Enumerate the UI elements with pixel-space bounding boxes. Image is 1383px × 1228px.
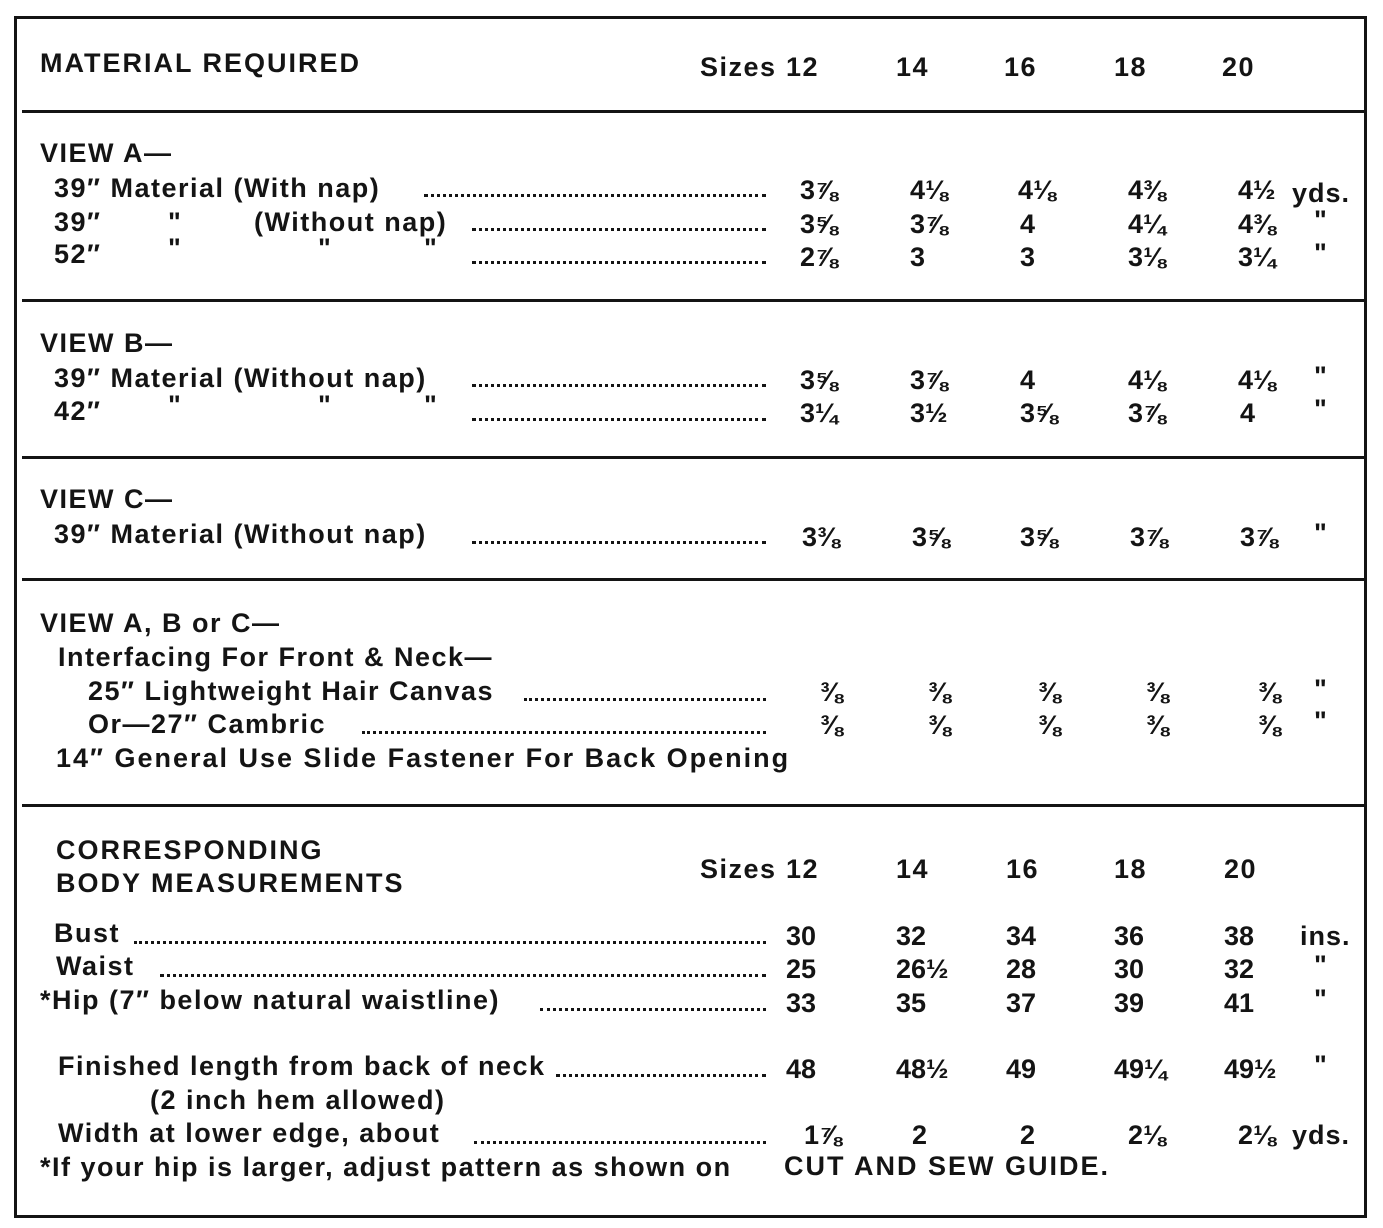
leader-dots — [474, 1141, 766, 1144]
value-cell: 3¼ — [1238, 242, 1276, 272]
unit-label: " — [1314, 984, 1328, 1014]
value-cell: 1⅞ — [804, 1120, 842, 1150]
unit-label: " — [1314, 361, 1328, 391]
unit-label: " — [1314, 674, 1328, 704]
view-b-row1-label: 39″ Material (Without nap) — [54, 363, 427, 393]
view-a-heading: VIEW A— — [40, 138, 173, 168]
value-cell: 3⅞ — [800, 175, 838, 205]
value-cell: 30 — [1114, 954, 1145, 984]
unit-label: " — [1314, 706, 1328, 736]
leader-dots — [472, 384, 766, 387]
value-cell: ⅜ — [820, 710, 843, 740]
footnote-text: *If your hip is larger, adjust pattern as shown on — [40, 1152, 732, 1182]
body-heading-line1: CORRESPONDING — [56, 835, 324, 865]
leader-dots — [362, 731, 766, 734]
view-b-row2-label-b: " — [168, 390, 183, 420]
value-cell: 3¼ — [800, 398, 838, 428]
width-label: Width at lower edge, about — [58, 1118, 441, 1148]
value-cell: 2 — [1020, 1120, 1036, 1150]
value-cell: ⅜ — [1038, 677, 1061, 707]
value-cell: 49¼ — [1114, 1054, 1167, 1084]
bust-label: Bust — [54, 918, 120, 948]
unit-label: " — [1314, 238, 1328, 268]
body-size-12: 12 — [786, 854, 820, 884]
value-cell: 36 — [1114, 921, 1145, 951]
hem-note: (2 inch hem allowed) — [150, 1085, 446, 1115]
value-cell: 49 — [1006, 1054, 1037, 1084]
view-b-row2-label-c: " — [318, 390, 333, 420]
value-cell: ⅜ — [1146, 710, 1169, 740]
value-cell: 2 — [912, 1120, 928, 1150]
view-a-row1-label: 39″ Material (With nap) — [54, 173, 381, 203]
unit-label: yds. — [1292, 1120, 1351, 1150]
fastener-label: 14″ General Use Slide Fastener For Back Opening — [56, 743, 791, 773]
value-cell: 48½ — [896, 1054, 949, 1084]
sizes-label: Sizes — [700, 52, 777, 82]
view-a-row3-label-d: " — [424, 233, 439, 263]
value-cell: 3⅞ — [1240, 522, 1278, 552]
value-cell: ⅜ — [820, 677, 843, 707]
value-cell: 32 — [896, 921, 927, 951]
view-b-heading: VIEW B— — [40, 328, 174, 358]
size-14: 14 — [896, 52, 930, 82]
view-a-row3-label-a: 52″ — [54, 239, 102, 269]
view-a-row3-label-b: " — [168, 233, 183, 263]
value-cell: 3 — [910, 242, 926, 272]
divider — [22, 299, 1364, 302]
leader-dots — [524, 698, 766, 701]
value-cell: 39 — [1114, 988, 1145, 1018]
value-cell: 48 — [786, 1054, 817, 1084]
value-cell: 4⅛ — [1128, 365, 1166, 395]
value-cell: 35 — [896, 988, 927, 1018]
value-cell: 3⅝ — [912, 522, 950, 552]
value-cell: ⅜ — [928, 677, 951, 707]
value-cell: 3⅞ — [1128, 398, 1166, 428]
value-cell: 3⅞ — [910, 365, 948, 395]
divider — [22, 456, 1364, 459]
unit-label: " — [1314, 518, 1328, 548]
unit-label: yds. — [1292, 178, 1351, 208]
waist-label: Waist — [56, 951, 135, 981]
leader-dots — [472, 261, 766, 264]
unit-label: " — [1314, 1050, 1328, 1080]
cut-and-sew-guide: CUT AND SEW GUIDE. — [784, 1151, 1110, 1181]
view-b-row2-label-a: 42″ — [54, 396, 102, 426]
leader-dots — [424, 194, 766, 197]
value-cell: 2⅞ — [800, 242, 838, 272]
value-cell: 26½ — [896, 954, 949, 984]
value-cell: 3 — [1020, 242, 1036, 272]
value-cell: 28 — [1006, 954, 1037, 984]
value-cell: 3⅝ — [1020, 398, 1058, 428]
value-cell: 2⅛ — [1128, 1120, 1166, 1150]
size-20: 20 — [1222, 52, 1256, 82]
value-cell: 3½ — [910, 398, 948, 428]
value-cell: 4⅛ — [910, 175, 948, 205]
divider — [22, 804, 1364, 807]
leader-dots — [472, 228, 766, 231]
value-cell: 32 — [1224, 954, 1255, 984]
value-cell: 38 — [1224, 921, 1255, 951]
unit-label: " — [1314, 394, 1328, 424]
value-cell: 4⅜ — [1128, 175, 1166, 205]
value-cell: 3⅞ — [1130, 522, 1168, 552]
length-label: Finished length from back of neck — [58, 1051, 546, 1081]
leader-dots — [556, 1074, 766, 1077]
body-size-14: 14 — [896, 854, 930, 884]
unit-label: ins. — [1300, 921, 1351, 951]
value-cell: 4⅜ — [1238, 209, 1276, 239]
view-c-row1-label: 39″ Material (Without nap) — [54, 519, 427, 549]
leader-dots — [472, 418, 766, 421]
leader-dots — [134, 941, 766, 944]
value-cell: 4⅛ — [1238, 365, 1276, 395]
view-a-row2-label-b: " — [168, 207, 183, 237]
body-sizes-label: Sizes — [700, 854, 777, 884]
size-16: 16 — [1004, 52, 1038, 82]
divider — [22, 110, 1364, 113]
interfacing-row1-label: 25″ Lightweight Hair Canvas — [88, 676, 495, 706]
body-size-18: 18 — [1114, 854, 1148, 884]
view-a-row2-label-c: (Without nap) — [254, 207, 448, 237]
value-cell: 34 — [1006, 921, 1037, 951]
page-title: MATERIAL REQUIRED — [40, 48, 362, 78]
view-c-heading: VIEW C— — [40, 484, 174, 514]
value-cell: 41 — [1224, 988, 1255, 1018]
unit-label: " — [1314, 205, 1328, 235]
value-cell: 3⅝ — [1020, 522, 1058, 552]
value-cell: ⅜ — [928, 710, 951, 740]
view-b-row2-label-d: " — [424, 390, 439, 420]
value-cell: 30 — [786, 921, 817, 951]
value-cell: ⅜ — [1258, 677, 1281, 707]
value-cell: 3⅝ — [800, 209, 838, 239]
leader-dots — [472, 541, 766, 544]
value-cell: ⅜ — [1038, 710, 1061, 740]
value-cell: 2⅛ — [1238, 1120, 1276, 1150]
value-cell: 49½ — [1224, 1054, 1277, 1084]
value-cell: 4 — [1020, 209, 1036, 239]
divider — [22, 578, 1364, 581]
view-a-row3-label-c: " — [318, 233, 333, 263]
value-cell: 4⅛ — [1018, 175, 1056, 205]
size-18: 18 — [1114, 52, 1148, 82]
value-cell: 25 — [786, 954, 817, 984]
value-cell: ⅜ — [1146, 677, 1169, 707]
value-cell: 4 — [1020, 365, 1036, 395]
value-cell: 3⅝ — [800, 365, 838, 395]
interfacing-heading: Interfacing For Front & Neck— — [58, 642, 494, 672]
body-size-20: 20 — [1224, 854, 1258, 884]
value-cell: 4½ — [1238, 175, 1276, 205]
value-cell: 33 — [786, 988, 817, 1018]
value-cell: 3⅛ — [1128, 242, 1166, 272]
value-cell: 3⅜ — [802, 522, 840, 552]
leader-dots — [160, 974, 766, 977]
view-a-row2-label-a: 39″ — [54, 207, 102, 237]
body-heading-line2: BODY MEASUREMENTS — [56, 868, 405, 898]
interfacing-row2-label: Or—27″ Cambric — [88, 709, 327, 739]
view-abc-heading: VIEW A, B or C— — [40, 608, 281, 638]
size-12: 12 — [786, 52, 820, 82]
value-cell: 37 — [1006, 988, 1037, 1018]
leader-dots — [540, 1008, 766, 1011]
value-cell: 3⅞ — [910, 209, 948, 239]
unit-label: " — [1314, 950, 1328, 980]
value-cell: 4¼ — [1128, 209, 1166, 239]
value-cell: 4 — [1240, 398, 1256, 428]
body-size-16: 16 — [1006, 854, 1040, 884]
hip-label: *Hip (7″ below natural waistline) — [40, 985, 500, 1015]
value-cell: ⅜ — [1258, 710, 1281, 740]
